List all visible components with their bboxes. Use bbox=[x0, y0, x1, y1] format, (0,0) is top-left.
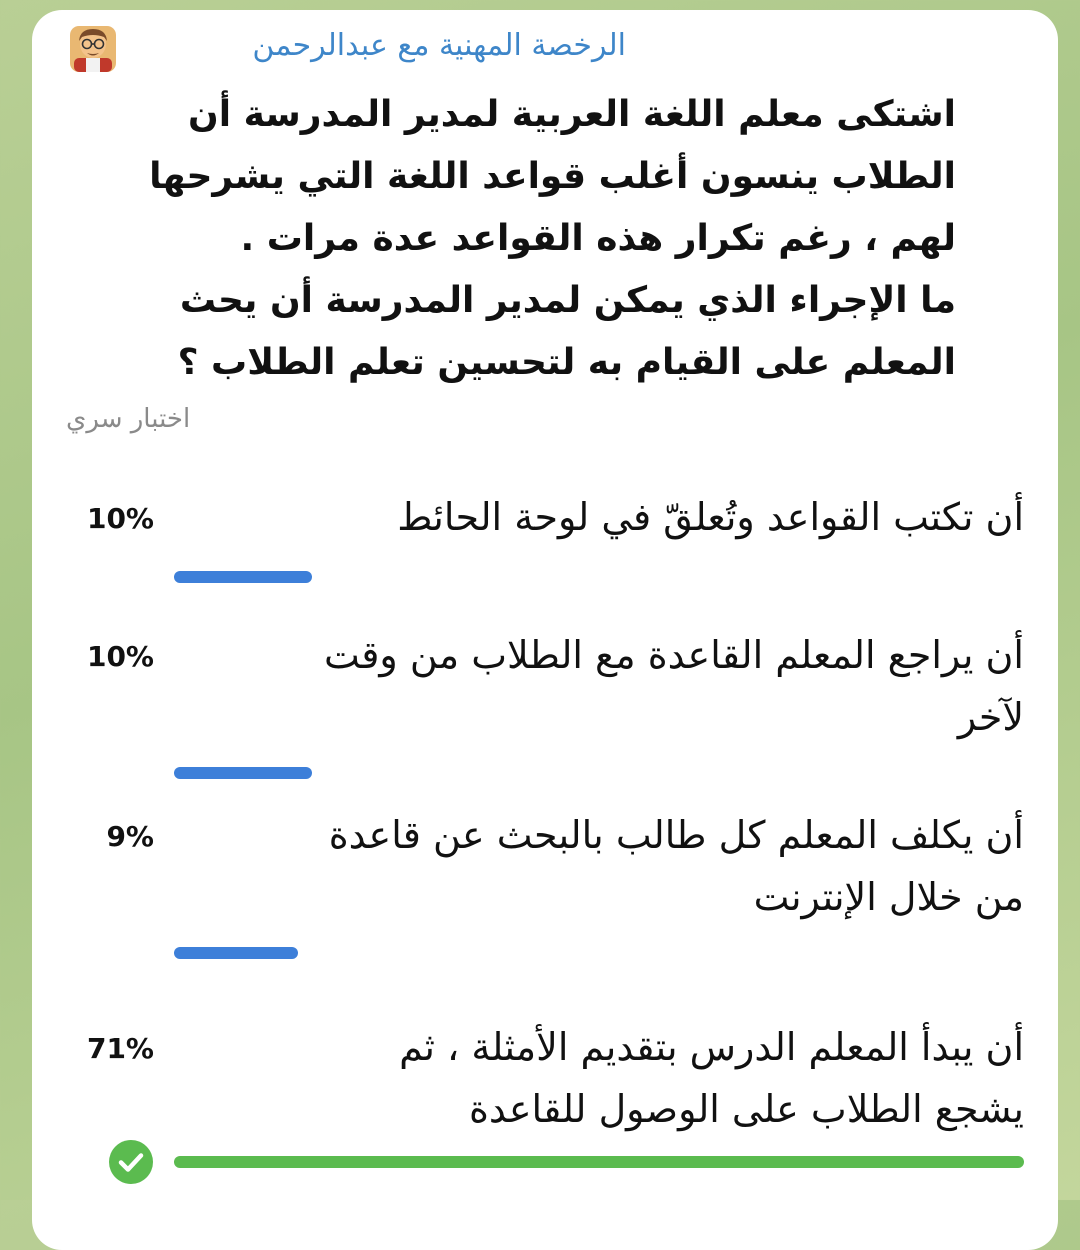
sender-name[interactable]: الرخصة المهنية مع عبدالرحمن bbox=[252, 28, 626, 63]
question-line: المعلم على القيام به لتحسين تعلم الطلاب ؟ bbox=[177, 342, 956, 383]
question-line: اشتكى معلم اللغة العربية لمدير المدرسة أن bbox=[187, 94, 956, 135]
poll-message-bubble bbox=[32, 10, 1058, 1250]
question-line: لهم ، رغم تكرار هذه القواعد عدة مرات . bbox=[240, 218, 956, 259]
option-result-bar bbox=[174, 947, 298, 959]
option-line: أن يبدأ المعلم الدرس بتقديم الأمثلة ، ثم bbox=[399, 1025, 1024, 1069]
option-line: أن يراجع المعلم القاعدة مع الطلاب من وقت bbox=[323, 633, 1024, 677]
man-teacher-emoji-icon bbox=[68, 24, 118, 74]
option-percent: 10% bbox=[86, 640, 154, 673]
option-result-bar bbox=[174, 767, 312, 779]
option-percent: 9% bbox=[106, 820, 154, 853]
poll-type-label: اختبار سري bbox=[66, 404, 191, 434]
option-result-bar bbox=[174, 571, 312, 583]
option-percent: 10% bbox=[86, 502, 154, 535]
option-result-bar bbox=[174, 1156, 1024, 1168]
option-line: من خلال الإنترنت bbox=[753, 875, 1024, 919]
option-percent: 71% bbox=[86, 1032, 154, 1065]
question-line: الطلاب ينسون أغلب قواعد اللغة التي يشرحها bbox=[149, 156, 956, 197]
option-line: يشجع الطلاب على الوصول للقاعدة bbox=[469, 1087, 1024, 1131]
option-text bbox=[184, 486, 1024, 548]
option-text bbox=[184, 804, 1024, 928]
poll-question bbox=[56, 84, 956, 394]
correct-answer-check-icon bbox=[108, 1139, 154, 1185]
option-text bbox=[184, 1016, 1024, 1140]
option-line: لآخر bbox=[957, 695, 1024, 739]
question-line: ما الإجراء الذي يمكن لمدير المدرسة أن يحث bbox=[179, 280, 956, 321]
option-line: أن يكلف المعلم كل طالب بالبحث عن قاعدة bbox=[328, 813, 1024, 857]
option-text bbox=[184, 624, 1024, 748]
option-line: أن تكتب القواعد وتُعلقّ في لوحة الحائط bbox=[397, 495, 1024, 539]
